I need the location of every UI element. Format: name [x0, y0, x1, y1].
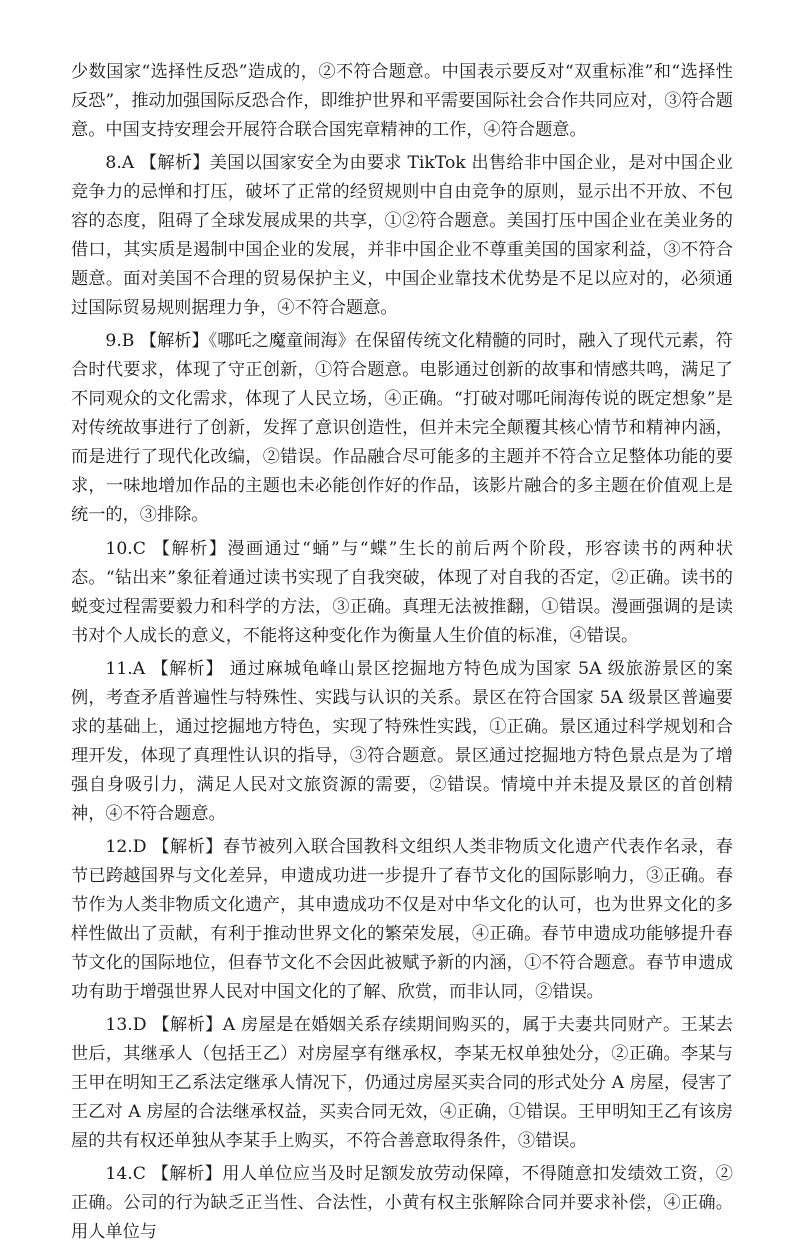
paragraph-answer-13: 13.D 【解析】A 房屋是在婚姻关系存续期间购买的，属于夫妻共同财产。王某去世后，其继承人（包括王乙）对房屋享有继承权，李某无权单独处分，②正确。李某与王甲在明知王乙系法定继承人情况下，仍通过房屋买卖合同的形式处分 A 房屋，侵害了王乙对 A 房屋的合法继承权益，买卖合同无效，④正确，①错误。王甲明知王乙有该房屋的共有权还单独从李某手上购买，不符合善意取得条件，③错误。: [71, 1015, 733, 1152]
paragraph-answer-9: 9.B 【解析】《哪吒之魔童闹海》在保留传统文化精髓的同时，融入了现代元素，符合时代要求，体现了守正创新，①符合题意。电影通过创新的故事和情感共鸣，满足了不同观众的文化需求，体现了人民立场，④正确。“打破对哪吒闹海传说的既定想象”是对传统故事进行了创新，发挥了意识创造性，但并未完全颠覆其核心情节和精神内涵，而是进行了现代化改编，②错误。作品融合尽可能多的主题并不符合立足整体功能的要求，一味地增加作品的主题也未必能创作好的作品，该影片融合的多主题在价值观上是统一的，③排除。: [71, 331, 733, 526]
paragraph-answer-8: 8.A 【解析】美国以国家安全为由要求 TikTok 出售给非中国企业，是对中国企业竞争力的忌惮和打压，破坏了正常的经贸规则中自由竞争的原则，显示出不开放、不包容的态度，阻碍了全球发展成果的共享，①②符合题意。美国打压中国企业在美业务的借口，其实质是遏制中国企业的发展，并非中国企业不尊重美国的国家利益，③不符合题意。面对美国不合理的贸易保护主义，中国企业靠技术优势是不足以应对的，必须通过国际贸易规则据理力争，④不符合题意。: [71, 153, 733, 319]
paragraph-answer-11: 11.A 【解析】 通过麻城龟峰山景区挖掘地方特色成为国家 5A 级旅游景区的案例，考查矛盾普遍性与特殊性、实践与认识的关系。景区在符合国家 5A 级景区普遍要求的基础上，通过挖掘地方特色，实现了特殊性实践，①正确。景区通过科学规划和合理开发，体现了真理性认识的指导，③符合题意。景区通过挖掘地方特色景点是为了增强自身吸引力，满足人民对文旅资源的需要，②错误。情境中并未提及景区的首创精神，④不符合题意。: [71, 658, 733, 824]
answer-explanation-page: [71, 58, 733, 1252]
paragraph-continuation: 少数国家“选择性反恐”造成的，②不符合题意。中国表示要反对“双重标准”和“选择性反恐”，推动加强国际反恐合作，即维护世界和平需要国际社会合作共同应对，③符合题意。中国支持安理会开展符合联合国宪章精神的工作，④符合题意。: [71, 62, 733, 140]
paragraph-answer-12: 12.D 【解析】春节被列入联合国教科文组织人类非物质文化遗产代表作名录，春节已跨越国界与文化差异，申遗成功进一步提升了春节文化的国际影响力，③正确。春节作为人类非物质文化遗产，其申遗成功不仅是对中华文化的认可，也为世界文化的多样性做出了贡献，有利于推动世界文化的繁荣发展，④正确。春节申遗成功能够提升春节文化的国际地位，但春节文化不会因此被赋予新的内涵，①不符合题意。春节申遗成功有助于增强世界人民对中国文化的了解、欣赏，而非认同，②错误。: [71, 836, 733, 1002]
paragraph-answer-14: 14.C 【解析】用人单位应当及时足额发放劳动保障，不得随意扣发绩效工资，②正确。公司的行为缺乏正当性、合法性，小黄有权主张解除合同并要求补偿，④正确。用人单位与: [71, 1164, 733, 1243]
paragraph-answer-10: 10.C 【解析】漫画通过“蛹”与“蝶”生长的前后两个阶段，形容读书的两种状态。“钻出来”象征着通过读书实现了自我突破，体现了对自我的否定，②正确。读书的蜕变过程需要毅力和科学的方法，③正确。真理无法被推翻，①错误。漫画强调的是读书对个人成长的意义，不能将这种变化作为衡量人生价值的标准，④错误。: [71, 538, 733, 646]
